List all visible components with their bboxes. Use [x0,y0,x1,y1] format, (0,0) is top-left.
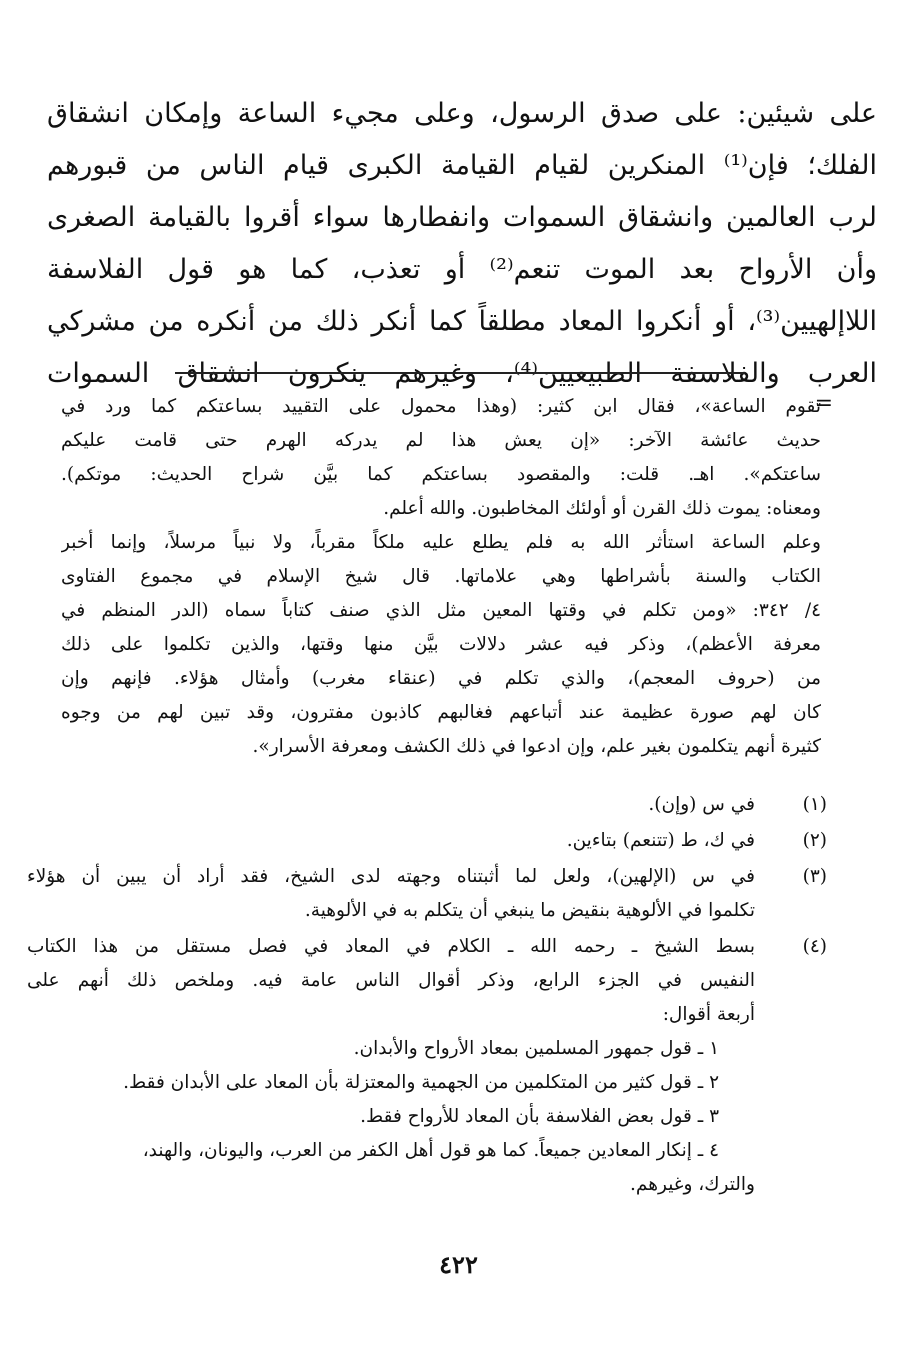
main-text-line: وأن الأرواح بعد الموت تنعم⁽²⁾ أو تعذب، كما هو قول الفلاسفة [47,254,877,285]
continuation-mark: = [814,391,833,416]
list-item: ١ ـ قول جمهور المسلمين بمعاد الأرواح والأبدان. [353,1038,719,1059]
footnote-number: (٢) [802,830,827,851]
footnote-separator [175,372,745,374]
footnote-line: النفيس في الجزء الرابع، وذكر أقوال الناس عامة فيه. وملخص ذلك أنهم على [27,970,755,991]
main-text [47,88,877,400]
footnote-1 [27,788,827,822]
footnote-line: حديث عائشة الآخر: «إن يعش هذا لم يدركه الهرم حتى قامت عليكم [61,430,821,451]
footnote-line: ساعتكم». اهـ. قلت: والمقصود بساعتكم كما بيَّن شراح الحديث: موتكم). [61,464,821,485]
footnote-line: تقوم الساعة»، فقال ابن كثير: (وهذا محمول على التقييد بساعتكم كما ورد في [61,396,821,417]
footnote-line: في س (وإن). [648,794,755,815]
footnote-line: ومعناه: يموت ذلك القرن أو أولئك المخاطبون. والله أعلم. [383,498,821,519]
footnote-3 [27,860,827,928]
footnote-number: (٣) [802,866,827,887]
footnote-line: في س (الإلهين)، ولعل لما أثبتناه وجهته لدى الشيخ، فقد أراد أن يبين أن هؤلاء [27,866,755,887]
main-text-line: لرب العالمين وانشقاق السموات وانفطارها سواء أقروا بالقيامة الصغرى [47,202,877,233]
page-number: ٤٢٢ [439,1250,478,1279]
footnote-line: ٤/ ٣٤٢: «ومن تكلم في وقتها المعين مثل الذي صنف كتاباً سماه (الدر المنظم في [61,600,821,621]
list-item-continuation: والترك، وغيرهم. [630,1174,755,1195]
list-item: ٣ ـ قول بعض الفلاسفة بأن المعاد للأرواح فقط. [360,1106,719,1127]
list-item: ٢ ـ قول كثير من المتكلمين من الجهمية والمعتزلة بأن المعاد على الأبدان فقط. [123,1072,719,1093]
footnote-line: وعلم الساعة استأثر الله به فلم يطلع عليه ملكاً مقرباً، ولا نبياً مرسلاً، وإنما أخبر [61,532,821,553]
list-item: ٤ ـ إنكار المعادين جميعاً. كما هو قول أهل الكفر من العرب، واليونان، والهند، [142,1140,719,1161]
footnote-line: من (حروف المعجم)، والذي تكلم في (عنقاء مغرب) وأمثال هؤلاء. فإنهم وإن [61,668,821,689]
footnote-line: كثيرة أنهم يتكلمون بغير علم، وإن ادعوا في ذلك الكشف ومعرفة الأسرار». [252,736,821,757]
footnote-line: كان لهم صورة عظيمة عند أتباعهم فغالبهم كاذبون مفترون، وقد تبين لهم من وجوه [61,702,821,723]
continued-footnote [61,390,821,764]
main-text-line: العرب والفلاسفة الطبيعيين⁽⁴⁾، وغيرهم ينكرون انشقاق السموات [47,358,877,389]
footnote-line: في ك، ط (تتنعم) بتاءين. [566,830,755,851]
main-text-line: على شيئين: على صدق الرسول، وعلى مجيء الساعة وإمكان انشقاق [47,98,877,129]
footnote-line: معرفة الأعظم)، وذكر فيه عشر دلالات بيَّن منها وقتها، والذين تكلموا على ذلك [61,634,821,655]
footnote-number: (١) [802,794,827,815]
footnote-line: تكلموا في الألوهية بنقيض ما ينبغي أن يتكلم به في الألوهية. [304,900,755,921]
main-text-line: اللاإلهيين⁽³⁾، أو أنكروا المعاد مطلقاً كما أنكر ذلك من أنكره من مشركي [47,306,877,337]
footnote-line: الكتاب والسنة بأشراطها وهي علاماتها. قال شيخ الإسلام في مجموع الفتاوى [61,566,821,587]
footnote-number: (٤) [802,936,827,957]
footnote-line: أربعة أقوال: [662,1004,755,1025]
main-text-line: الفلك؛ فإن⁽¹⁾ المنكرين لقيام القيامة الكبرى قيام الناس من قبورهم [47,150,877,181]
footnote-4 [27,930,827,1202]
footnote-2 [27,824,827,858]
footnote-line: بسط الشيخ ـ رحمه الله ـ الكلام في المعاد في فصل مستقل من هذا الكتاب [27,936,755,957]
